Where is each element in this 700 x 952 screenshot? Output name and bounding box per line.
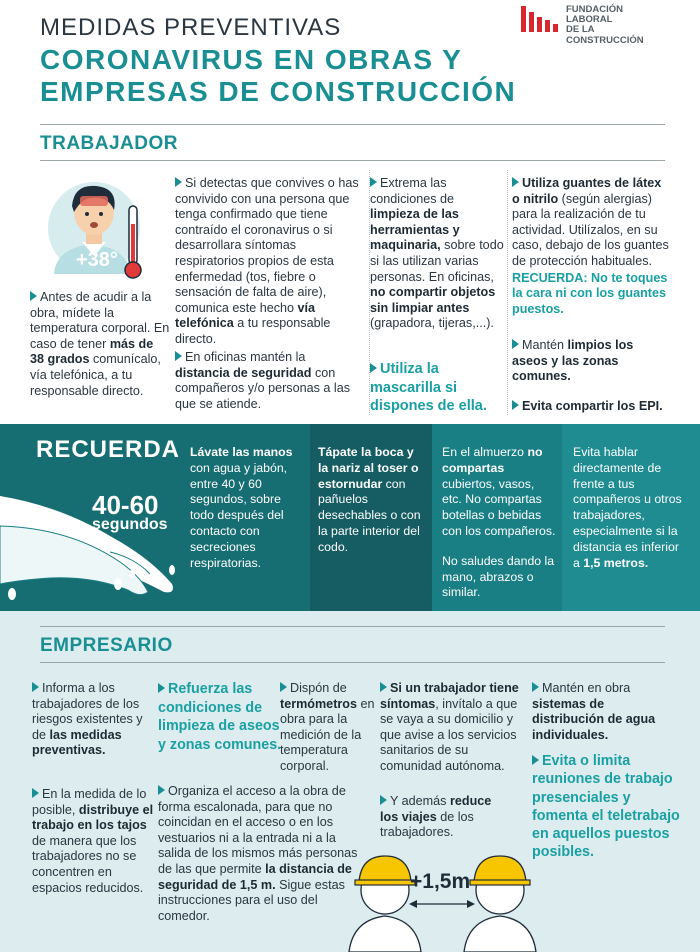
header-title-line1: CORONAVIRUS EN OBRAS Y (40, 44, 463, 75)
distance-label: +1,5m (410, 870, 471, 893)
empresario-col3 (280, 681, 380, 775)
text: No saludes dando la mano, abrazos o similar. (442, 553, 555, 600)
text: con agua y jabón, entre 40 y 60 segundos, sobre todo después del contacto con secreciones respiratorias. (190, 460, 288, 570)
svg-text:+38°: +38° (76, 249, 118, 271)
logo-line1: FUNDACIÓN (566, 4, 623, 15)
text: de los trabajadores. (380, 809, 474, 840)
arrow-icon (175, 351, 182, 361)
arrow-icon (512, 339, 519, 349)
text: En oficinas mantén la (185, 350, 306, 364)
text-bold: Lávate las manos (190, 445, 293, 459)
arrow-icon (380, 795, 387, 805)
empresario-col5-p1 (532, 681, 662, 743)
text-bold: no compartas (442, 445, 543, 475)
text: Si detectas que convives o has convivido con una persona que tenga confirmado que tiene contraído el coronavirus o si desarrollara síntomas respiratorios propios de esta enfermedad (tos, fiebre o sensación de falta de aire), comunica este hecho (175, 176, 359, 315)
arrow-icon (512, 400, 519, 410)
trabajador-col4-p2 (512, 338, 642, 385)
text-bold: limpios (567, 338, 612, 352)
empresario-col4-p2 (380, 794, 510, 841)
trabajador-col2-p1 (175, 176, 363, 348)
trabajador-col3-p2 (370, 360, 505, 416)
washing-hands-icon (0, 466, 185, 606)
text: , invítalo a que se vaya a su domicilio y que avise a los servicios sanitarios de su comunidad autónoma. (380, 696, 518, 773)
text-bold: la distancia de seguridad de 1,5 m. (158, 861, 352, 892)
header-title-small: MEDIDAS PREVENTIVAS (40, 14, 342, 41)
trabajador-col4-p3 (512, 399, 682, 415)
text: cubiertos, vasos, etc. No compartas botellas o bebidas con los compañeros. (442, 476, 556, 538)
trabajador-title: TRABAJADOR (40, 133, 178, 154)
divider (40, 662, 665, 663)
recuerda-note: RECUERDA: No te toques la cara ni con los guantes puestos. (512, 270, 668, 316)
recuerda-col4 (573, 445, 683, 571)
arrow-icon (512, 177, 519, 187)
text: Dispón de (290, 681, 347, 695)
text: Extrema las condiciones de (370, 176, 455, 206)
text-bold: Utiliza guantes de látex o nitrilo (512, 176, 662, 206)
text-bold: distribuye el trabajo en los tajos (32, 802, 154, 833)
text: Y además (390, 794, 450, 808)
logo-line3: DE LA CONSTRUCCIÓN (566, 24, 644, 46)
text-bold: reduce los viajes (380, 794, 492, 824)
arrow-icon (280, 682, 287, 692)
text: En el almuerzo (442, 445, 528, 459)
empresario-col4-p1 (380, 681, 525, 775)
recuerda-col3 (442, 445, 556, 601)
text-bold: Evita compartir los EPI. (522, 399, 663, 413)
divider (40, 124, 665, 125)
trabajador-col3-p1 (370, 176, 505, 332)
text-bold: termómetros (280, 696, 357, 711)
arrow-icon (370, 177, 377, 187)
arrow-icon (532, 682, 539, 692)
arrow-icon (370, 363, 377, 373)
arrow-icon (175, 177, 182, 187)
text: Mantén (522, 338, 568, 352)
text: Evita hablar directamente de frente a tus compañeros u otros trabajadores, especialmente si la distancia es inferior a (573, 445, 682, 570)
text-bold: los aseos y las zonas comunes. (512, 338, 634, 384)
text: Organiza el acceso a la obra de forma escalonada, para que no coincidan en el acceso o en los vestuarios ni a la entrada ni a la salida de los mismos más personas de las que permite (158, 784, 358, 876)
text: Informa a los trabajadores de los riesgos existentes y de (32, 681, 143, 742)
arrow-icon (30, 291, 37, 301)
recuerda-col1 (190, 445, 300, 571)
text: comunícalo, vía telefónica, a tu responsable directo. (30, 352, 161, 398)
workers-distance-icon (345, 842, 540, 952)
empresario-col1-p1 (32, 681, 160, 759)
text: Antes de acudir a la obra, mídete la temperatura corporal. En caso de tener (30, 290, 170, 351)
text: (según alergias) para la realización de tu actividad. Utilízalos, en su caso, debajo de los guantes de protección habituales. (512, 191, 669, 268)
recuerda-unit: segundos (92, 516, 168, 533)
trabajador-col4-p1 (512, 176, 672, 317)
text: Sigue estas instrucciones para el uso del comedor. (158, 877, 345, 923)
text-bold: 1,5 metros. (583, 555, 649, 570)
text: En la medida de lo posible, (32, 787, 147, 817)
text-bold: no compartir objetos sin limpiar antes (370, 285, 496, 315)
empresario-col2-p1 (158, 680, 283, 754)
empresario-col5-p2 (532, 752, 682, 862)
separator (507, 170, 508, 415)
text-bold: Si un trabajador tiene síntomas (380, 681, 519, 711)
recuerda-number: 40-60 (92, 490, 159, 520)
text-bold: más de 38 grados (30, 336, 154, 367)
text-bold: las medidas preventivas. (32, 727, 122, 758)
recuerda-col2 (318, 445, 426, 556)
text-bold: sistemas de distribución de agua individuales. (532, 696, 656, 742)
text: Utiliza la mascarilla si dispones de ella. (370, 361, 487, 414)
empresario-col1-p2 (32, 787, 160, 896)
arrow-icon (158, 683, 165, 693)
recuerda-title: RECUERDA (36, 436, 181, 463)
text: (grapadora, tijeras,...). (370, 316, 494, 331)
logo-mark-icon (520, 4, 560, 34)
arrow-icon (380, 682, 387, 692)
text: Refuerza las condiciones de limpieza de aseos y zonas comunes. (158, 681, 282, 753)
logo-line2: LABORAL (566, 14, 613, 25)
text: con pañuelos desechables o con la parte interior del codo. (318, 476, 421, 554)
logo (520, 4, 670, 46)
arrow-icon (158, 785, 165, 795)
thermometer-icon (122, 204, 144, 280)
empresario-col2-p2 (158, 784, 363, 924)
divider (40, 626, 665, 627)
text: en obra para la medición de la temperatura corporal. (280, 696, 375, 773)
header-title-line2: EMPRESAS DE CONSTRUCCIÓN (40, 76, 517, 107)
text: Mantén en obra (542, 681, 631, 695)
text: a tu responsable directo. (175, 316, 331, 346)
trabajador-col2-p2 (175, 350, 355, 412)
text: con compañeros y/o personas a las que se atiende. (175, 365, 351, 411)
text-bold: Tápate la boca y la nariz al toser o estornudar (318, 445, 419, 491)
trabajador-col1 (30, 290, 170, 399)
arrow-icon (532, 755, 539, 765)
text-bold: limpieza de las herramientas y maquinaria, (370, 207, 460, 253)
text-bold: distancia de seguridad (175, 365, 312, 380)
text-bold: vía telefónica (175, 300, 316, 331)
arrow-icon (32, 682, 39, 692)
arrow-icon (32, 788, 39, 798)
text: sobre todo si las utilizan varias personas. En oficinas, (370, 238, 504, 284)
empresario-title: EMPRESARIO (40, 635, 173, 656)
divider (40, 160, 665, 161)
text: de manera que los trabajadores no se concentren en espacios reducidos. (32, 833, 144, 895)
text: Evita o limita reuniones de trabajo presenciales y fomenta el teletrabajo en aquellos puestos posibles. (532, 753, 680, 861)
